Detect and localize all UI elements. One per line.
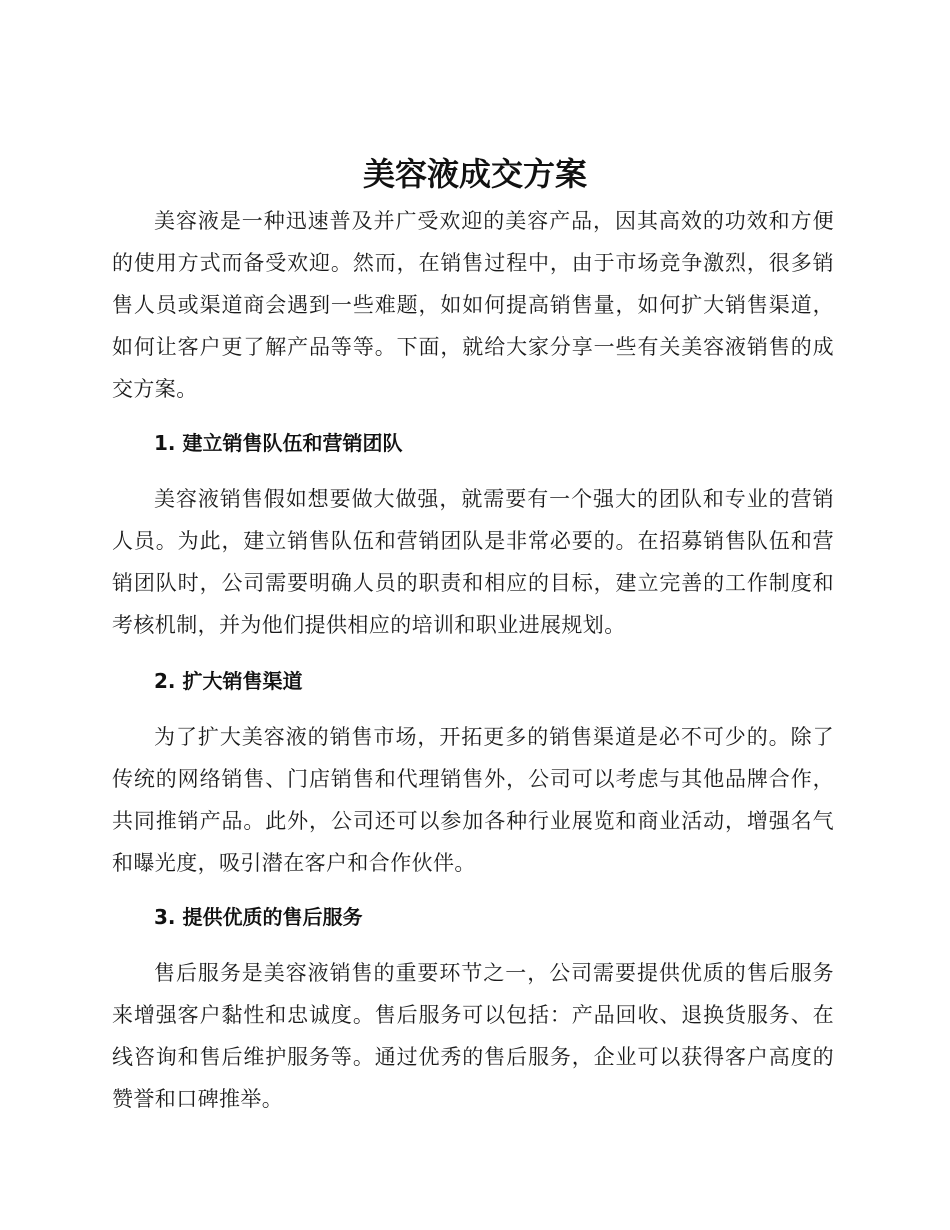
intro-paragraph: 美容液是一种迅速普及并广受欢迎的美容产品，因其高效的功效和方便的使用方式而备受欢迎。然而，在销售过程中，由于市场竞争激烈，很多销售人员或渠道商会遇到一些难题，如如何提高销售量，如何扩大销售渠道，如何让客户更了解产品等等。下面，就给大家分享一些有关美容液销售的成交方案。 <box>112 209 834 401</box>
section-2-body: 为了扩大美容液的销售市场，开拓更多的销售渠道是必不可少的。除了传统的网络销售、门店销售和代理销售外，公司可以考虑与其他品牌合作，共同推销产品。此外，公司还可以参加各种行业展览和商业活动，增强名气和曝光度，吸引潜在客户和合作伙伴。 <box>112 725 834 875</box>
section-3-body: 售后服务是美容液销售的重要环节之一，公司需要提供优质的售后服务来增强客户黏性和忠诚度。售后服务可以包括：产品回收、退换货服务、在线咨询和售后维护服务等。通过优秀的售后服务，企业可以获得客户高度的赞誉和口碑推举。 <box>112 961 834 1111</box>
document-title: 美容液成交方案 <box>362 155 587 193</box>
section-3-heading: 3. 提供优质的售后服务 <box>154 905 363 929</box>
section-1-body: 美容液销售假如想要做大做强，就需要有一个强大的团队和专业的营销人员。为此，建立销售队伍和营销团队是非常必要的。在招募销售队伍和营销团队时，公司需要明确人员的职责和相应的目标，建立完善的工作制度和考核机制，并为他们提供相应的培训和职业进展规划。 <box>112 487 834 637</box>
section-1-heading: 1. 建立销售队伍和营销团队 <box>154 431 403 455</box>
section-2-heading: 2. 扩大销售渠道 <box>154 669 303 693</box>
